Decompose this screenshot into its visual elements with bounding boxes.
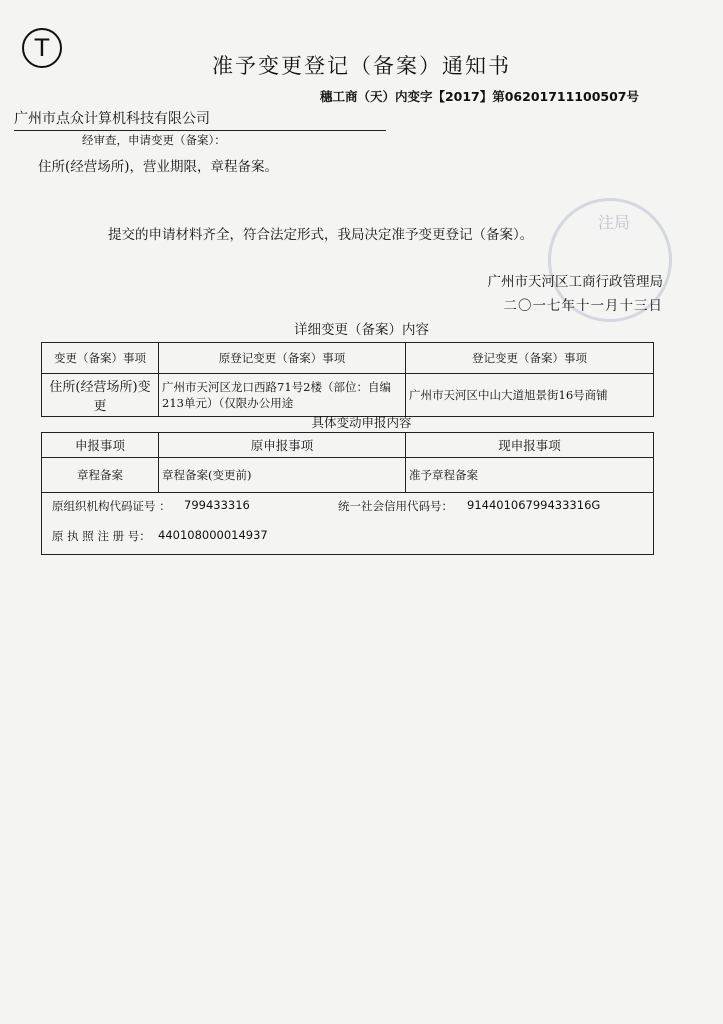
table-header-row [42,343,654,374]
table-cell: 准予章程备案 [406,458,654,493]
t-mark: T [22,28,62,68]
registration-codes [41,488,654,555]
table-row [42,374,654,417]
document-title: 准予变更登记（备案）通知书 [212,54,511,78]
recipient-company: 广州市点众计算机科技有限公司 [14,108,386,131]
review-line: 经审查，申请变更（备案）： [82,133,226,147]
table-cell: 广州市天河区中山大道旭景街16号商铺 [406,374,654,417]
table-header-cell: 申报事项 [42,433,159,458]
table-cell: 住所(经营场所)变更 [42,374,159,417]
table-header-cell: 变更（备案）事项 [42,343,159,374]
issue-date: 二〇一七年十一月十三日 [503,298,663,314]
report-section-title: 具体变动申报内容 [311,415,412,430]
table-header-cell: 原登记变更（备案）事项 [159,343,406,374]
table-header-row [42,433,654,458]
detail-change-table [41,342,654,417]
issuing-authority: 广州市天河区工商行政管理局 [487,274,663,290]
credit-code-label: 统一社会信用代码号： [338,499,453,513]
detail-section-title: 详细变更（备案）内容 [294,322,429,338]
license-label: 原 执 照 注 册 号： [52,529,151,543]
seal-text: 注局 [598,213,631,232]
decision-text: 提交的申请材料齐全，符合法定形式，我局决定准予变更登记（备案）。 [108,227,534,243]
table-cell: 广州市天河区龙口西路71号2楼（部位：自编213单元）（仅限办公用途 [159,374,406,417]
table-cell: 章程备案 [42,458,159,493]
table-header-cell: 现申报事项 [406,433,654,458]
license-value: 440108000014937 [158,528,268,542]
table-header-cell: 原申报事项 [159,433,406,458]
table-header-cell: 登记变更（备案）事项 [406,343,654,374]
table-cell: 章程备案(变更前) [159,458,406,493]
document-number: 穗工商（天）内变字【2017】第06201711100507号 [319,89,639,104]
credit-code-value: 91440106799433316G [467,498,601,512]
changed-items: 住所(经营场所)，营业期限，章程备案。 [38,159,279,175]
org-code-value: 799433316 [184,498,250,512]
report-change-table [41,432,654,493]
org-code-label: 原组织机构代码证号 ： [52,499,171,513]
